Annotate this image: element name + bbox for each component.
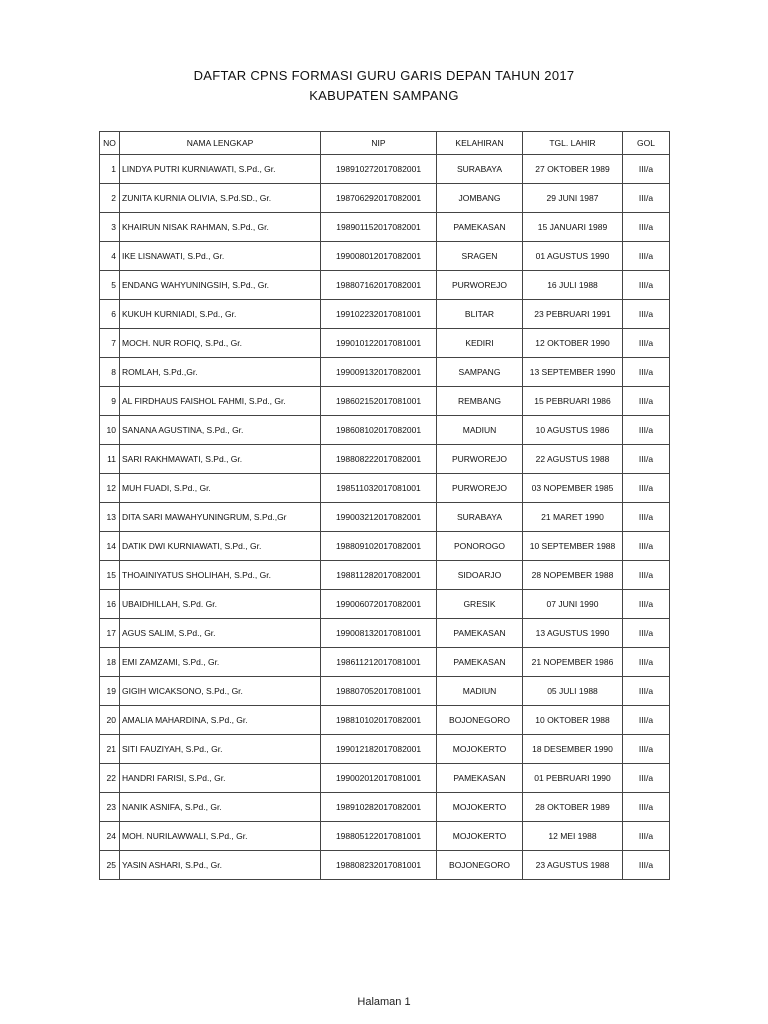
cell-tgl-lahir: 15 JANUARI 1989 <box>523 213 623 242</box>
cell-nama: KUKUH KURNIADI, S.Pd., Gr. <box>120 300 321 329</box>
cell-nama: DATIK DWI KURNIAWATI, S.Pd., Gr. <box>120 532 321 561</box>
cell-nip: 198910272017082001 <box>321 155 437 184</box>
cell-tgl-lahir: 29 JUNI 1987 <box>523 184 623 213</box>
cell-tgl-lahir: 23 AGUSTUS 1988 <box>523 851 623 880</box>
cell-no: 11 <box>100 445 120 474</box>
header-kelahiran: KELAHIRAN <box>437 132 523 155</box>
cell-nip: 198511032017081001 <box>321 474 437 503</box>
cell-tgl-lahir: 03 NOPEMBER 1985 <box>523 474 623 503</box>
cell-tgl-lahir: 21 MARET 1990 <box>523 503 623 532</box>
cell-nama: AL FIRDHAUS FAISHOL FAHMI, S.Pd., Gr. <box>120 387 321 416</box>
cell-nama: YASIN ASHARI, S.Pd., Gr. <box>120 851 321 880</box>
cell-nip: 198808222017082001 <box>321 445 437 474</box>
table-row <box>100 474 670 503</box>
cell-no: 25 <box>100 851 120 880</box>
cell-no: 7 <box>100 329 120 358</box>
cell-no: 17 <box>100 619 120 648</box>
table-row <box>100 416 670 445</box>
cell-gol: III/a <box>623 677 670 706</box>
cell-nama: SANANA AGUSTINA, S.Pd., Gr. <box>120 416 321 445</box>
table-row <box>100 445 670 474</box>
cell-nip: 198811282017082001 <box>321 561 437 590</box>
cell-nip: 198611212017081001 <box>321 648 437 677</box>
cell-gol: III/a <box>623 503 670 532</box>
cell-kelahiran: SURABAYA <box>437 503 523 532</box>
cell-tgl-lahir: 28 NOPEMBER 1988 <box>523 561 623 590</box>
cell-nip: 199009132017082001 <box>321 358 437 387</box>
cell-kelahiran: PAMEKASAN <box>437 648 523 677</box>
cell-gol: III/a <box>623 793 670 822</box>
cell-nama: MOCH. NUR ROFIQ, S.Pd., Gr. <box>120 329 321 358</box>
table-row <box>100 648 670 677</box>
cell-nama: IKE LISNAWATI, S.Pd., Gr. <box>120 242 321 271</box>
cell-gol: III/a <box>623 648 670 677</box>
cell-no: 19 <box>100 677 120 706</box>
table-row <box>100 764 670 793</box>
cell-nama: SARI RAKHMAWATI, S.Pd., Gr. <box>120 445 321 474</box>
cell-kelahiran: PURWOREJO <box>437 474 523 503</box>
header-no: NO <box>100 132 120 155</box>
cell-gol: III/a <box>623 561 670 590</box>
cell-nip: 198608102017082001 <box>321 416 437 445</box>
cell-nip: 198910282017082001 <box>321 793 437 822</box>
cell-no: 18 <box>100 648 120 677</box>
cell-nama: GIGIH WICAKSONO, S.Pd., Gr. <box>120 677 321 706</box>
cell-kelahiran: BLITAR <box>437 300 523 329</box>
table-row <box>100 677 670 706</box>
cell-no: 16 <box>100 590 120 619</box>
cell-tgl-lahir: 15 PEBRUARI 1986 <box>523 387 623 416</box>
table-row <box>100 619 670 648</box>
table-row <box>100 155 670 184</box>
table-row <box>100 735 670 764</box>
cell-kelahiran: JOMBANG <box>437 184 523 213</box>
cell-no: 5 <box>100 271 120 300</box>
cell-kelahiran: SURABAYA <box>437 155 523 184</box>
page-footer: Halaman 1 <box>357 996 411 1008</box>
cell-nip: 198807052017081001 <box>321 677 437 706</box>
cell-nip: 198602152017081001 <box>321 387 437 416</box>
cell-no: 9 <box>100 387 120 416</box>
cell-no: 24 <box>100 822 120 851</box>
cell-nama: MOH. NURILAWWALI, S.Pd., Gr. <box>120 822 321 851</box>
cell-no: 8 <box>100 358 120 387</box>
cell-nip: 199008012017082001 <box>321 242 437 271</box>
cell-kelahiran: SAMPANG <box>437 358 523 387</box>
header-nama: NAMA LENGKAP <box>120 132 321 155</box>
cell-tgl-lahir: 22 AGUSTUS 1988 <box>523 445 623 474</box>
cell-gol: III/a <box>623 184 670 213</box>
cell-tgl-lahir: 10 OKTOBER 1988 <box>523 706 623 735</box>
cell-tgl-lahir: 23 PEBRUARI 1991 <box>523 300 623 329</box>
cell-tgl-lahir: 18 DESEMBER 1990 <box>523 735 623 764</box>
cell-gol: III/a <box>623 387 670 416</box>
cell-no: 3 <box>100 213 120 242</box>
header-tgl-lahir: TGL. LAHIR <box>523 132 623 155</box>
cell-no: 15 <box>100 561 120 590</box>
cell-tgl-lahir: 05 JULI 1988 <box>523 677 623 706</box>
cell-gol: III/a <box>623 329 670 358</box>
cell-tgl-lahir: 07 JUNI 1990 <box>523 590 623 619</box>
cell-kelahiran: MOJOKERTO <box>437 793 523 822</box>
cell-kelahiran: PAMEKASAN <box>437 213 523 242</box>
cell-kelahiran: REMBANG <box>437 387 523 416</box>
cell-no: 12 <box>100 474 120 503</box>
cell-tgl-lahir: 01 PEBRUARI 1990 <box>523 764 623 793</box>
cell-nama: ENDANG WAHYUNINGSIH, S.Pd., Gr. <box>120 271 321 300</box>
cell-kelahiran: KEDIRI <box>437 329 523 358</box>
cell-tgl-lahir: 13 AGUSTUS 1990 <box>523 619 623 648</box>
cell-kelahiran: SIDOARJO <box>437 561 523 590</box>
cell-nama: ZUNITA KURNIA OLIVIA, S.Pd.SD., Gr. <box>120 184 321 213</box>
cell-nip: 199006072017082001 <box>321 590 437 619</box>
cell-nip: 198805122017081001 <box>321 822 437 851</box>
cell-no: 13 <box>100 503 120 532</box>
cell-gol: III/a <box>623 735 670 764</box>
cell-nama: AMALIA MAHARDINA, S.Pd., Gr. <box>120 706 321 735</box>
cell-nama: AGUS SALIM, S.Pd., Gr. <box>120 619 321 648</box>
cell-nip: 199003212017082001 <box>321 503 437 532</box>
cell-tgl-lahir: 28 OKTOBER 1989 <box>523 793 623 822</box>
table-row <box>100 213 670 242</box>
table-row <box>100 242 670 271</box>
cell-tgl-lahir: 13 SEPTEMBER 1990 <box>523 358 623 387</box>
cell-no: 14 <box>100 532 120 561</box>
cell-kelahiran: BOJONEGORO <box>437 706 523 735</box>
cell-gol: III/a <box>623 706 670 735</box>
cell-gol: III/a <box>623 619 670 648</box>
cell-gol: III/a <box>623 445 670 474</box>
cell-gol: III/a <box>623 474 670 503</box>
cell-no: 1 <box>100 155 120 184</box>
cell-gol: III/a <box>623 590 670 619</box>
cell-nip: 199010122017081001 <box>321 329 437 358</box>
table-row <box>100 532 670 561</box>
cell-gol: III/a <box>623 822 670 851</box>
cell-no: 6 <box>100 300 120 329</box>
cell-nama: LINDYA PUTRI KURNIAWATI, S.Pd., Gr. <box>120 155 321 184</box>
cell-tgl-lahir: 21 NOPEMBER 1986 <box>523 648 623 677</box>
cell-kelahiran: PAMEKASAN <box>437 764 523 793</box>
table-row <box>100 300 670 329</box>
table-row <box>100 851 670 880</box>
document-subtitle: KABUPATEN SAMPANG <box>309 88 459 103</box>
cell-tgl-lahir: 12 MEI 1988 <box>523 822 623 851</box>
header-gol: GOL <box>623 132 670 155</box>
cell-nama: DITA SARI MAWAHYUNINGRUM, S.Pd.,Gr <box>120 503 321 532</box>
cell-nama: EMI ZAMZAMI, S.Pd., Gr. <box>120 648 321 677</box>
cell-nama: HANDRI FARISI, S.Pd., Gr. <box>120 764 321 793</box>
cell-nip: 198901152017082001 <box>321 213 437 242</box>
cell-nama: ROMLAH, S.Pd.,Gr. <box>120 358 321 387</box>
cell-gol: III/a <box>623 358 670 387</box>
cell-gol: III/a <box>623 242 670 271</box>
cell-kelahiran: MADIUN <box>437 677 523 706</box>
cell-tgl-lahir: 10 SEPTEMBER 1988 <box>523 532 623 561</box>
cpns-table <box>99 131 670 880</box>
cell-nama: THOAINIYATUS SHOLIHAH, S.Pd., Gr. <box>120 561 321 590</box>
table-row <box>100 329 670 358</box>
cell-no: 21 <box>100 735 120 764</box>
cell-tgl-lahir: 16 JULI 1988 <box>523 271 623 300</box>
cell-no: 4 <box>100 242 120 271</box>
cell-nip: 198808232017081001 <box>321 851 437 880</box>
cell-nama: SITI FAUZIYAH, S.Pd., Gr. <box>120 735 321 764</box>
table-row <box>100 503 670 532</box>
cell-gol: III/a <box>623 416 670 445</box>
cell-nip: 198807162017082001 <box>321 271 437 300</box>
table-row <box>100 184 670 213</box>
table-row <box>100 561 670 590</box>
cell-kelahiran: PURWOREJO <box>437 445 523 474</box>
cell-nip: 198706292017082001 <box>321 184 437 213</box>
cell-nip: 199002012017081001 <box>321 764 437 793</box>
cell-kelahiran: MOJOKERTO <box>437 735 523 764</box>
cell-gol: III/a <box>623 155 670 184</box>
cell-kelahiran: BOJONEGORO <box>437 851 523 880</box>
cell-nama: MUH FUADI, S.Pd., Gr. <box>120 474 321 503</box>
cell-nama: NANIK ASNIFA, S.Pd., Gr. <box>120 793 321 822</box>
document-title: DAFTAR CPNS FORMASI GURU GARIS DEPAN TAHUN 2017 <box>193 68 575 83</box>
cell-gol: III/a <box>623 764 670 793</box>
cell-kelahiran: PONOROGO <box>437 532 523 561</box>
cell-kelahiran: PAMEKASAN <box>437 619 523 648</box>
table-row <box>100 358 670 387</box>
cell-kelahiran: MOJOKERTO <box>437 822 523 851</box>
cell-kelahiran: PURWOREJO <box>437 271 523 300</box>
cell-nip: 198810102017082001 <box>321 706 437 735</box>
cell-gol: III/a <box>623 213 670 242</box>
cell-tgl-lahir: 27 OKTOBER 1989 <box>523 155 623 184</box>
cell-gol: III/a <box>623 271 670 300</box>
cell-gol: III/a <box>623 300 670 329</box>
cell-kelahiran: SRAGEN <box>437 242 523 271</box>
cell-no: 23 <box>100 793 120 822</box>
cell-nip: 199008132017081001 <box>321 619 437 648</box>
cell-gol: III/a <box>623 851 670 880</box>
table-row <box>100 822 670 851</box>
table-row <box>100 706 670 735</box>
cell-no: 20 <box>100 706 120 735</box>
cell-tgl-lahir: 01 AGUSTUS 1990 <box>523 242 623 271</box>
cell-no: 2 <box>100 184 120 213</box>
table-row <box>100 387 670 416</box>
header-nip: NIP <box>321 132 437 155</box>
cell-nip: 199102232017081001 <box>321 300 437 329</box>
cell-nip: 198809102017082001 <box>321 532 437 561</box>
table-header-row <box>100 132 670 155</box>
cell-kelahiran: GRESIK <box>437 590 523 619</box>
cell-no: 22 <box>100 764 120 793</box>
cell-nip: 199012182017082001 <box>321 735 437 764</box>
cell-tgl-lahir: 10 AGUSTUS 1986 <box>523 416 623 445</box>
table-row <box>100 590 670 619</box>
table-row <box>100 793 670 822</box>
cell-nama: KHAIRUN NISAK RAHMAN, S.Pd., Gr. <box>120 213 321 242</box>
cell-tgl-lahir: 12 OKTOBER 1990 <box>523 329 623 358</box>
cell-gol: III/a <box>623 532 670 561</box>
cell-kelahiran: MADIUN <box>437 416 523 445</box>
table-row <box>100 271 670 300</box>
cell-no: 10 <box>100 416 120 445</box>
cell-nama: UBAIDHILLAH, S.Pd. Gr. <box>120 590 321 619</box>
